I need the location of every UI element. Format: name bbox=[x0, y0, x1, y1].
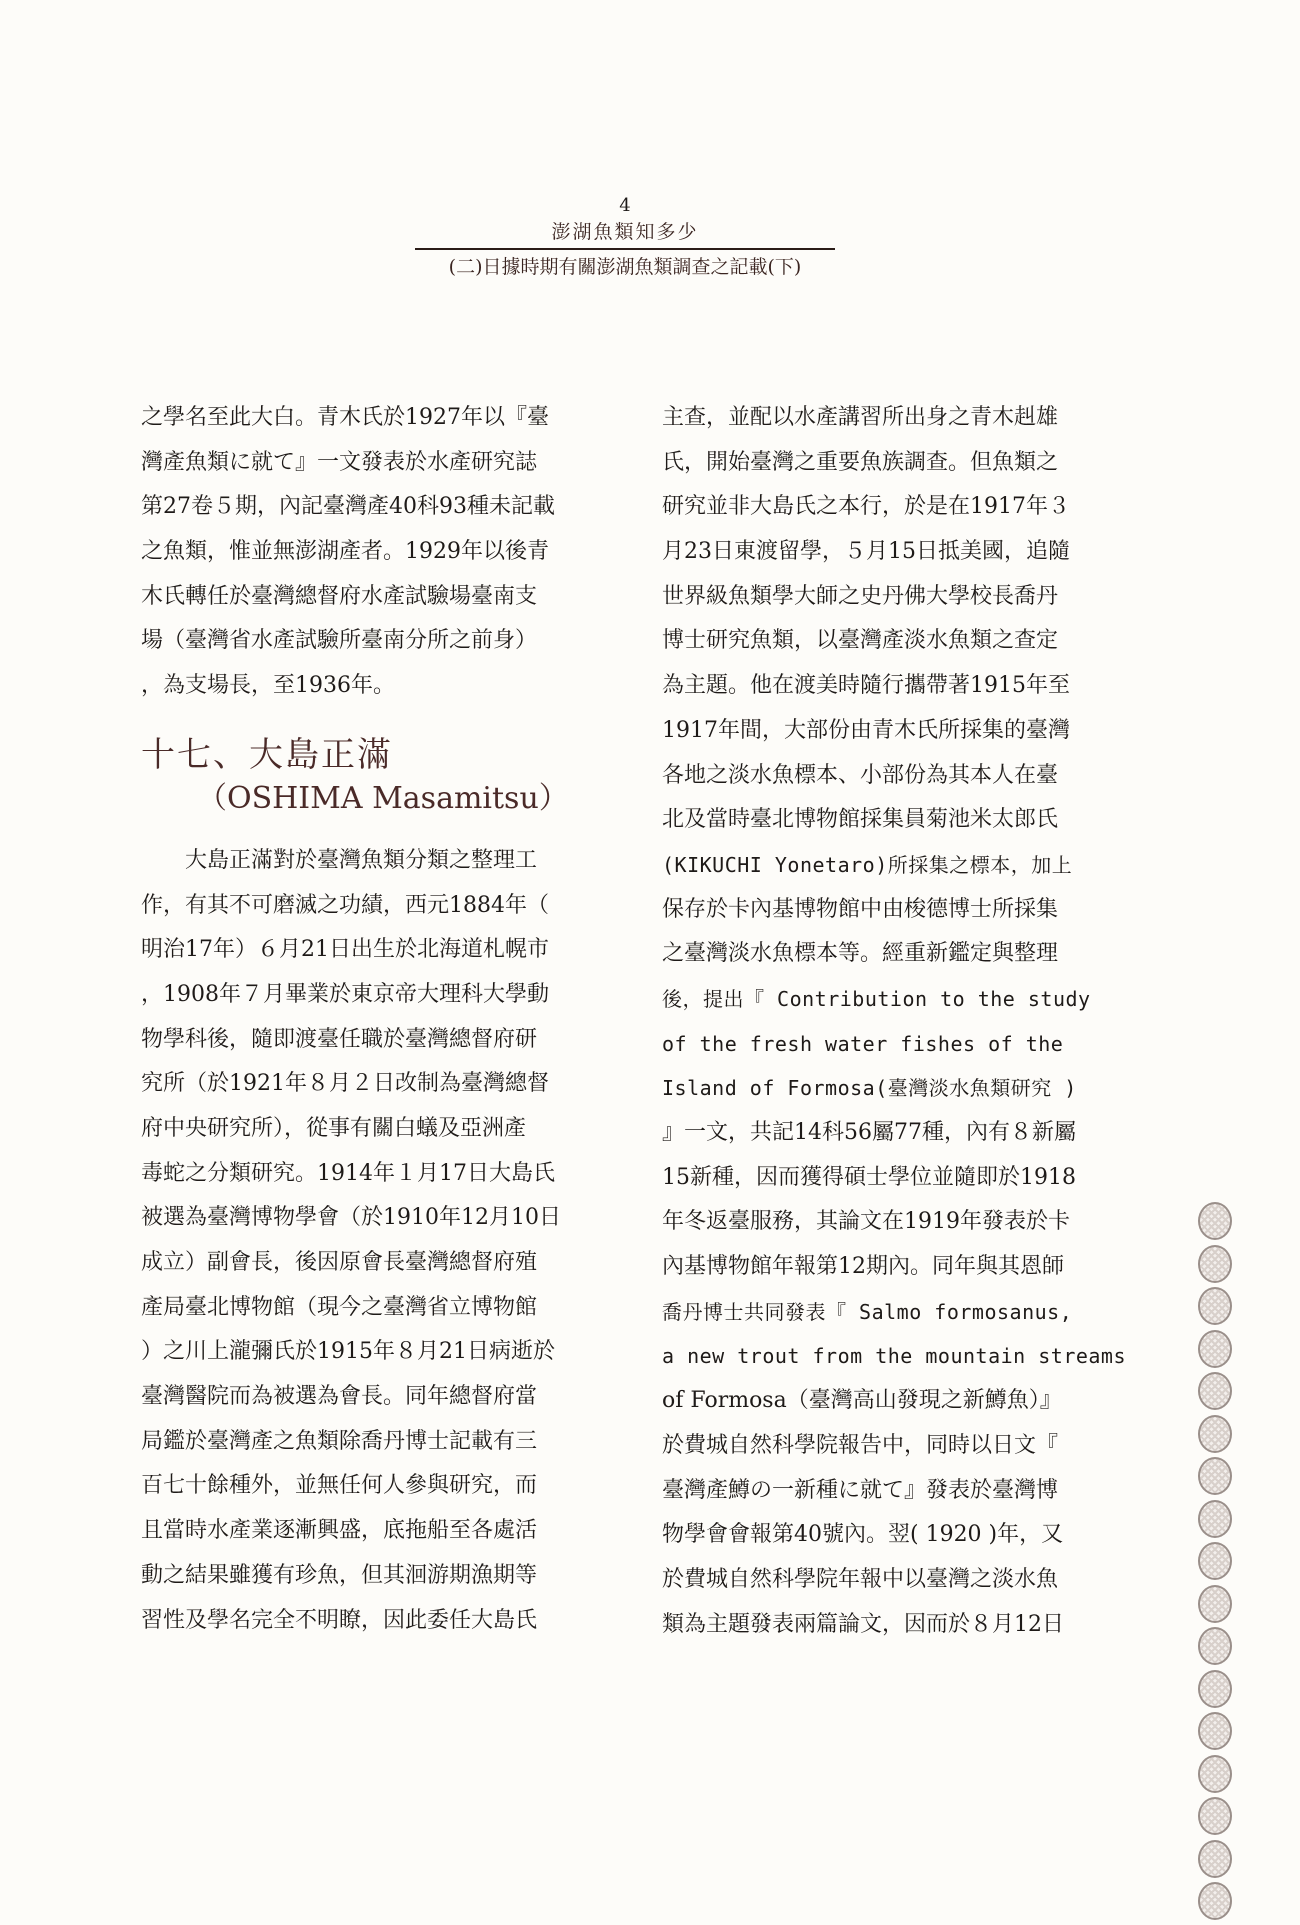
text-line: 動之結果雖獲有珍魚，但其洄游期漁期等 bbox=[141, 1562, 538, 1588]
seal-stamp bbox=[1198, 1245, 1232, 1283]
text-line: 之學名至此大白。青木氏於1927年以『臺 bbox=[141, 405, 549, 430]
text-line: a new trout from the mountain streams bbox=[662, 1344, 1127, 1369]
text-line: 研究並非大島氏之本行，於是在1917年３ bbox=[662, 494, 1070, 520]
text-line: 保存於卡內基博物館中由梭德博士所採集 bbox=[662, 896, 1059, 922]
text-line: 明治17年）６月21日出生於北海道札幌市 bbox=[141, 937, 549, 963]
running-subtitle: (二)日據時期有關澎湖魚類調查之記載(下) bbox=[448, 256, 802, 278]
text-line: 產局臺北博物館（現今之臺灣省立博物館 bbox=[141, 1294, 538, 1320]
text-line: 物學會會報第40號內。翌( 1920 )年，又 bbox=[662, 1522, 1064, 1548]
text-line: 成立）副會長，後因原會長臺灣總督府殖 bbox=[141, 1250, 538, 1275]
seal-stamp bbox=[1198, 1627, 1232, 1665]
seal-stamp bbox=[1198, 1330, 1232, 1368]
text-line: 第27卷５期，內記臺灣產40科93種未記載 bbox=[141, 494, 555, 520]
text-line: 場（臺灣省水產試驗所臺南分所之前身） bbox=[141, 628, 538, 654]
text-line: 灣產魚類に就て』一文發表於水產研究誌 bbox=[141, 449, 538, 475]
right-column bbox=[662, 396, 1127, 1647]
section-title: 十七、大島正滿 bbox=[141, 734, 393, 775]
text-line: 毒蛇之分類研究。1914年１月17日大島氏 bbox=[141, 1160, 555, 1186]
text-line: ，1908年７月畢業於東京帝大理科大學動 bbox=[141, 981, 549, 1007]
text-line: 木氏轉任於臺灣總督府水產試驗場臺南支 bbox=[141, 583, 538, 609]
text-line: 各地之淡水魚標本、小部份為其本人在臺 bbox=[662, 762, 1059, 788]
seal-stamp bbox=[1198, 1585, 1232, 1623]
text-line: of Formosa（臺灣高山發現之新鱒魚）』 bbox=[662, 1388, 1062, 1414]
seal-stamp bbox=[1198, 1500, 1232, 1538]
text-line: 且當時水產業逐漸興盛，底拖船至各處活 bbox=[141, 1518, 538, 1544]
text-line: 後，提出『 Contribution to the study bbox=[662, 986, 1091, 1011]
text-line: 為主題。他在渡美時隨行攜帶著1915年至 bbox=[662, 673, 1070, 699]
text-line: ，為支場長，至1936年。 bbox=[141, 673, 395, 699]
section-subtitle: （OSHIMA Masamitsu） bbox=[197, 780, 569, 816]
text-line: 喬丹博士共同發表『 Salmo formosanus, bbox=[662, 1299, 1073, 1324]
seal-stamp bbox=[1198, 1287, 1232, 1325]
seal-stamp bbox=[1198, 1542, 1232, 1580]
text-line: 類為主題發表兩篇論文，因而於８月12日 bbox=[662, 1611, 1064, 1637]
seal-stamp bbox=[1198, 1457, 1232, 1495]
text-line: 博士研究魚類，以臺灣產淡水魚類之查定 bbox=[662, 628, 1059, 654]
section-heading bbox=[141, 731, 593, 825]
text-line: 大島正滿對於臺灣魚類分類之整理工 bbox=[141, 847, 538, 873]
text-line: 究所（於1921年８月２日改制為臺灣總督 bbox=[141, 1071, 549, 1097]
text-line: 物學科後，隨即渡臺任職於臺灣總督府研 bbox=[141, 1026, 538, 1052]
text-line: 於費城自然科學院年報中以臺灣之淡水魚 bbox=[662, 1566, 1059, 1592]
text-line: ）之川上瀧彌氏於1915年８月21日病逝於 bbox=[141, 1339, 555, 1365]
text-line: (KIKUCHI Yonetaro)所採集之標本，加上 bbox=[662, 852, 1073, 877]
text-line: 習性及學名完全不明瞭，因此委任大島氏 bbox=[141, 1607, 538, 1633]
text-line: 世界級魚類學大師之史丹佛大學校長喬丹 bbox=[662, 583, 1059, 609]
seal-stamp bbox=[1198, 1202, 1232, 1240]
text-line: 局鑑於臺灣產之魚類除喬丹博士記載有三 bbox=[141, 1428, 538, 1454]
seal-stamp bbox=[1198, 1372, 1232, 1410]
seal-stamp bbox=[1198, 1797, 1232, 1835]
text-line: 』一文，共記14科56屬77種，內有８新屬 bbox=[662, 1120, 1076, 1145]
left-column bbox=[141, 396, 593, 1643]
text-line: 臺灣醫院而為被選為會長。同年總督府當 bbox=[141, 1384, 538, 1410]
text-line: 之魚類，惟並無澎湖產者。1929年以後青 bbox=[141, 539, 549, 565]
running-title: 澎湖魚類知多少 bbox=[551, 221, 699, 243]
text-line: of the fresh water fishes of the bbox=[662, 1031, 1064, 1056]
text-line: 之臺灣淡水魚標本等。經重新鑑定與整理 bbox=[662, 941, 1059, 967]
text-line: 主查，並配以水產講習所出身之青木赳雄 bbox=[662, 405, 1059, 430]
header-divider bbox=[415, 248, 835, 250]
paragraph-oshima bbox=[141, 839, 593, 1643]
seal-stamp bbox=[1198, 1670, 1232, 1708]
text-line: 作，有其不可磨滅之功績，西元1884年（ bbox=[141, 892, 549, 918]
seal-stamp bbox=[1198, 1712, 1232, 1750]
seal-stamp bbox=[1198, 1882, 1232, 1920]
seal-stamp bbox=[1198, 1840, 1232, 1878]
text-line: 臺灣產鱒の一新種に就て』發表於臺灣博 bbox=[662, 1477, 1059, 1503]
page-header bbox=[0, 194, 1250, 280]
text-line: 氏，開始臺灣之重要魚族調查。但魚類之 bbox=[662, 449, 1059, 475]
text-line: 15新種，因而獲得碩士學位並隨即於1918 bbox=[662, 1164, 1076, 1190]
text-line: 被選為臺灣博物學會（於1910年12月10日 bbox=[141, 1205, 561, 1231]
seal-stamp bbox=[1198, 1415, 1232, 1453]
seal-stamp-strip bbox=[1198, 1202, 1234, 1925]
spacer bbox=[141, 825, 593, 839]
page-number: 4 bbox=[619, 195, 631, 216]
text-line: 年冬返臺服務，其論文在1919年發表於卡 bbox=[662, 1209, 1070, 1235]
paragraph-aoki bbox=[141, 396, 593, 709]
text-line: 府中央研究所），從事有關白蟻及亞洲產 bbox=[141, 1115, 527, 1141]
seal-stamp bbox=[1198, 1755, 1232, 1793]
text-line: 1917年間，大部份由青木氏所採集的臺灣 bbox=[662, 717, 1070, 743]
text-line: Island of Formosa(臺灣淡水魚類研究 ) bbox=[662, 1076, 1077, 1101]
text-line: 月23日東渡留學，５月15日抵美國，追隨 bbox=[662, 539, 1070, 565]
text-line: 內基博物館年報第12期內。同年與其恩師 bbox=[662, 1254, 1064, 1280]
text-line: 於費城自然科學院報告中，同時以日文『 bbox=[662, 1432, 1059, 1458]
text-line: 北及當時臺北博物館採集員菊池米太郎氏 bbox=[662, 807, 1059, 833]
text-line: 百七十餘種外，並無任何人參與研究，而 bbox=[141, 1473, 538, 1499]
